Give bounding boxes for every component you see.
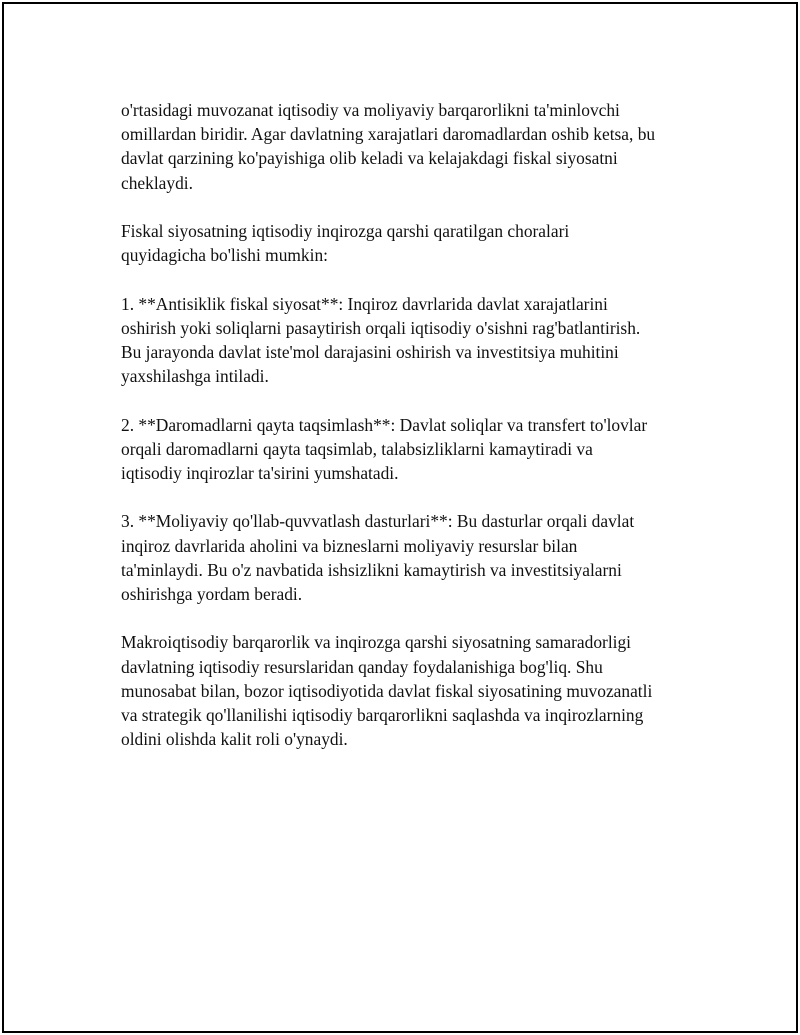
document-page [2,2,798,1033]
list-item-income-redistribution: 2. **Daromadlarni qayta taqsimlash**: Davlat soliqlar va transfert to'lovlar orqali daromadlarni qayta taqsimlab, talabsizliklarni kamaytiradi va iqtisodiy inqirozlar ta'sirini yumshatadi. [121,414,648,483]
paragraph-measures-intro: Fiskal siyosatning iqtisodiy inqirozga qarshi qaratilgan choralari quyidagicha bo'lishi mumkin: [121,221,570,266]
list-item-countercyclical-policy: 1. **Antisiklik fiskal siyosat**: Inqiroz davrlarida davlat xarajatlarini oshirish yoki soliqlarni pasaytirish orqali iqtisodiy o'sishni rag'batlantirish. Bu jarayonda davlat iste'mol darajasini oshirish va investitsiya muhitini yaxshilashga intiladi. [121,293,641,387]
paragraph-conclusion: Makroiqtisodiy barqarorlik va inqirozga qarshi siyosatning samaradorligi davlatning iqtisodiy resurslaridan qanday foydalanishiga bog'liq. Shu munosabat bilan, bozor iqtisodiyotida davlat fiskal siyosatining muvozanatli va strategik qo'llanilishi iqtisodiy barqarorlikni saqlashda va inqirozlarning oldini olishda kalit roli o'ynaydi. [121,632,653,750]
list-item-financial-support-programs: 3. **Moliyaviy qo'llab-quvvatlash dasturlari**: Bu dasturlar orqali davlat inqiroz davrlarida aholini va bizneslarni moliyaviy resurslar bilan ta'minlaydi. Bu o'z navbatida ishsizlikni kamaytirish va investitsiyalarni oshirishga yordam beradi. [121,511,635,604]
document-body [121,98,711,776]
paragraph-intro-continuation: o'rtasidagi muvozanat iqtisodiy va moliyaviy barqarorlikni ta'minlovchi omillardan biridir. Agar davlatning xarajatlari daromadlardan oshib ketsa, bu davlat qarzining ko'payishiga olib keladi va kelajakdagi fiskal siyosatni cheklaydi. [121,100,656,193]
